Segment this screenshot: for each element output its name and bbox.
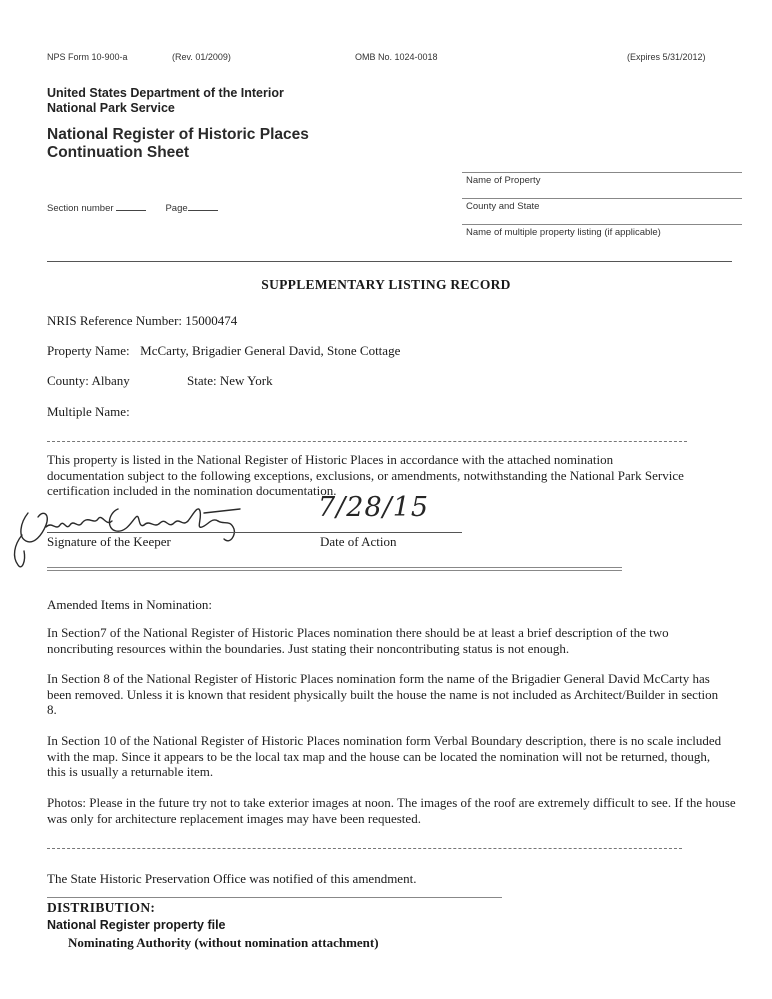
record-divider	[47, 441, 687, 442]
shpo-notice: The State Historic Preservation Office was notified of this amendment.	[47, 871, 417, 886]
nris-reference	[47, 313, 237, 329]
property-name-value: McCarty, Brigadier General David, Stone Cottage	[140, 343, 401, 358]
nris-label: NRIS Reference Number:	[47, 313, 183, 328]
header-separator	[47, 261, 732, 262]
section-number-field	[47, 200, 218, 214]
name-of-property-label: Name of Property	[466, 175, 541, 186]
agency-department: United States Department of the Interior	[47, 86, 284, 100]
date-of-action-label: Date of Action	[320, 534, 397, 549]
state-field	[187, 373, 273, 389]
amendment-section-8: In Section 8 of the National Register of Historic Places nomination form the name of the Brigadier General David McCarty has been removed. Unless it is known that resident physically built the house the name is not included as Architect/Builder in section 8.	[47, 671, 719, 717]
section-number-blank	[116, 200, 146, 211]
amendment-section-10: In Section 10 of the National Register of Historic Places nomination form Verbal Boundary description, there is no scale included with the map. Since it appears to be the local tax map and the house can be located the nomination will not be returned, though, this is usually a returnable item.	[47, 733, 722, 779]
name-of-property-rule	[462, 172, 742, 173]
record-heading: SUPPLEMENTARY LISTING RECORD	[261, 277, 511, 292]
form-revision: (Rev. 01/2009)	[172, 52, 231, 62]
property-name-label: Property Name:	[47, 343, 130, 358]
certification-rule-bottom	[47, 570, 622, 571]
page-title: National Register of Historic Places	[47, 126, 309, 143]
amendment-photos: Photos: Please in the future try not to take exterior images at noon. The images of the roof are extremely difficult to see. If the house was only for architecture replacement images may have been requested.	[47, 795, 736, 826]
certification-statement: This property is listed in the National Register of Historic Places in accordance with the attached nomination documentation subject to the following exceptions, exclusions, or amendments, notwithstanding the National Park Service certification included in the nomination documentation.	[47, 452, 684, 498]
county-state-label: County and State	[466, 201, 540, 212]
signature-line	[47, 532, 462, 533]
multiple-listing-label: Name of multiple property listing (if applicable)	[466, 227, 661, 238]
multiple-listing-rule	[462, 224, 742, 225]
omb-number: OMB No. 1024-0018	[355, 52, 438, 62]
distribution-item-property-file: National Register property file	[47, 918, 226, 932]
county-value: Albany	[91, 373, 130, 388]
page-label: Page	[165, 203, 188, 214]
distribution-rule	[47, 897, 502, 898]
form-number: NPS Form 10-900-a	[47, 52, 128, 62]
multiple-name-label: Multiple Name:	[47, 404, 130, 419]
county-state-rule	[462, 198, 742, 199]
date-of-action-value: 7/28/15	[318, 492, 430, 523]
page-subtitle: Continuation Sheet	[47, 144, 190, 161]
certification-rule-top	[47, 567, 622, 568]
expiration-date: (Expires 5/31/2012)	[627, 52, 706, 62]
amendments-divider	[47, 848, 682, 849]
distribution-heading: DISTRIBUTION:	[47, 900, 156, 915]
state-value: New York	[219, 373, 273, 388]
section-number-label: Section number	[47, 203, 114, 214]
nris-value: 15000474	[185, 313, 238, 328]
county-label: County:	[47, 373, 89, 388]
signature-label: Signature of the Keeper	[47, 534, 171, 549]
amendment-section-7: In Section7 of the National Register of Historic Places nomination there should be at least a brief description of the two noncributing resources within the boundaries. Just stating their noncontributing status is not enough.	[47, 625, 669, 656]
page-blank	[188, 200, 218, 211]
property-name	[47, 343, 400, 359]
distribution-item-nominating-authority: Nominating Authority (without nomination attachment)	[68, 935, 379, 950]
county-field	[47, 373, 130, 389]
agency-service: National Park Service	[47, 101, 175, 115]
amendments-heading: Amended Items in Nomination:	[47, 597, 213, 612]
state-label: State:	[187, 373, 217, 388]
